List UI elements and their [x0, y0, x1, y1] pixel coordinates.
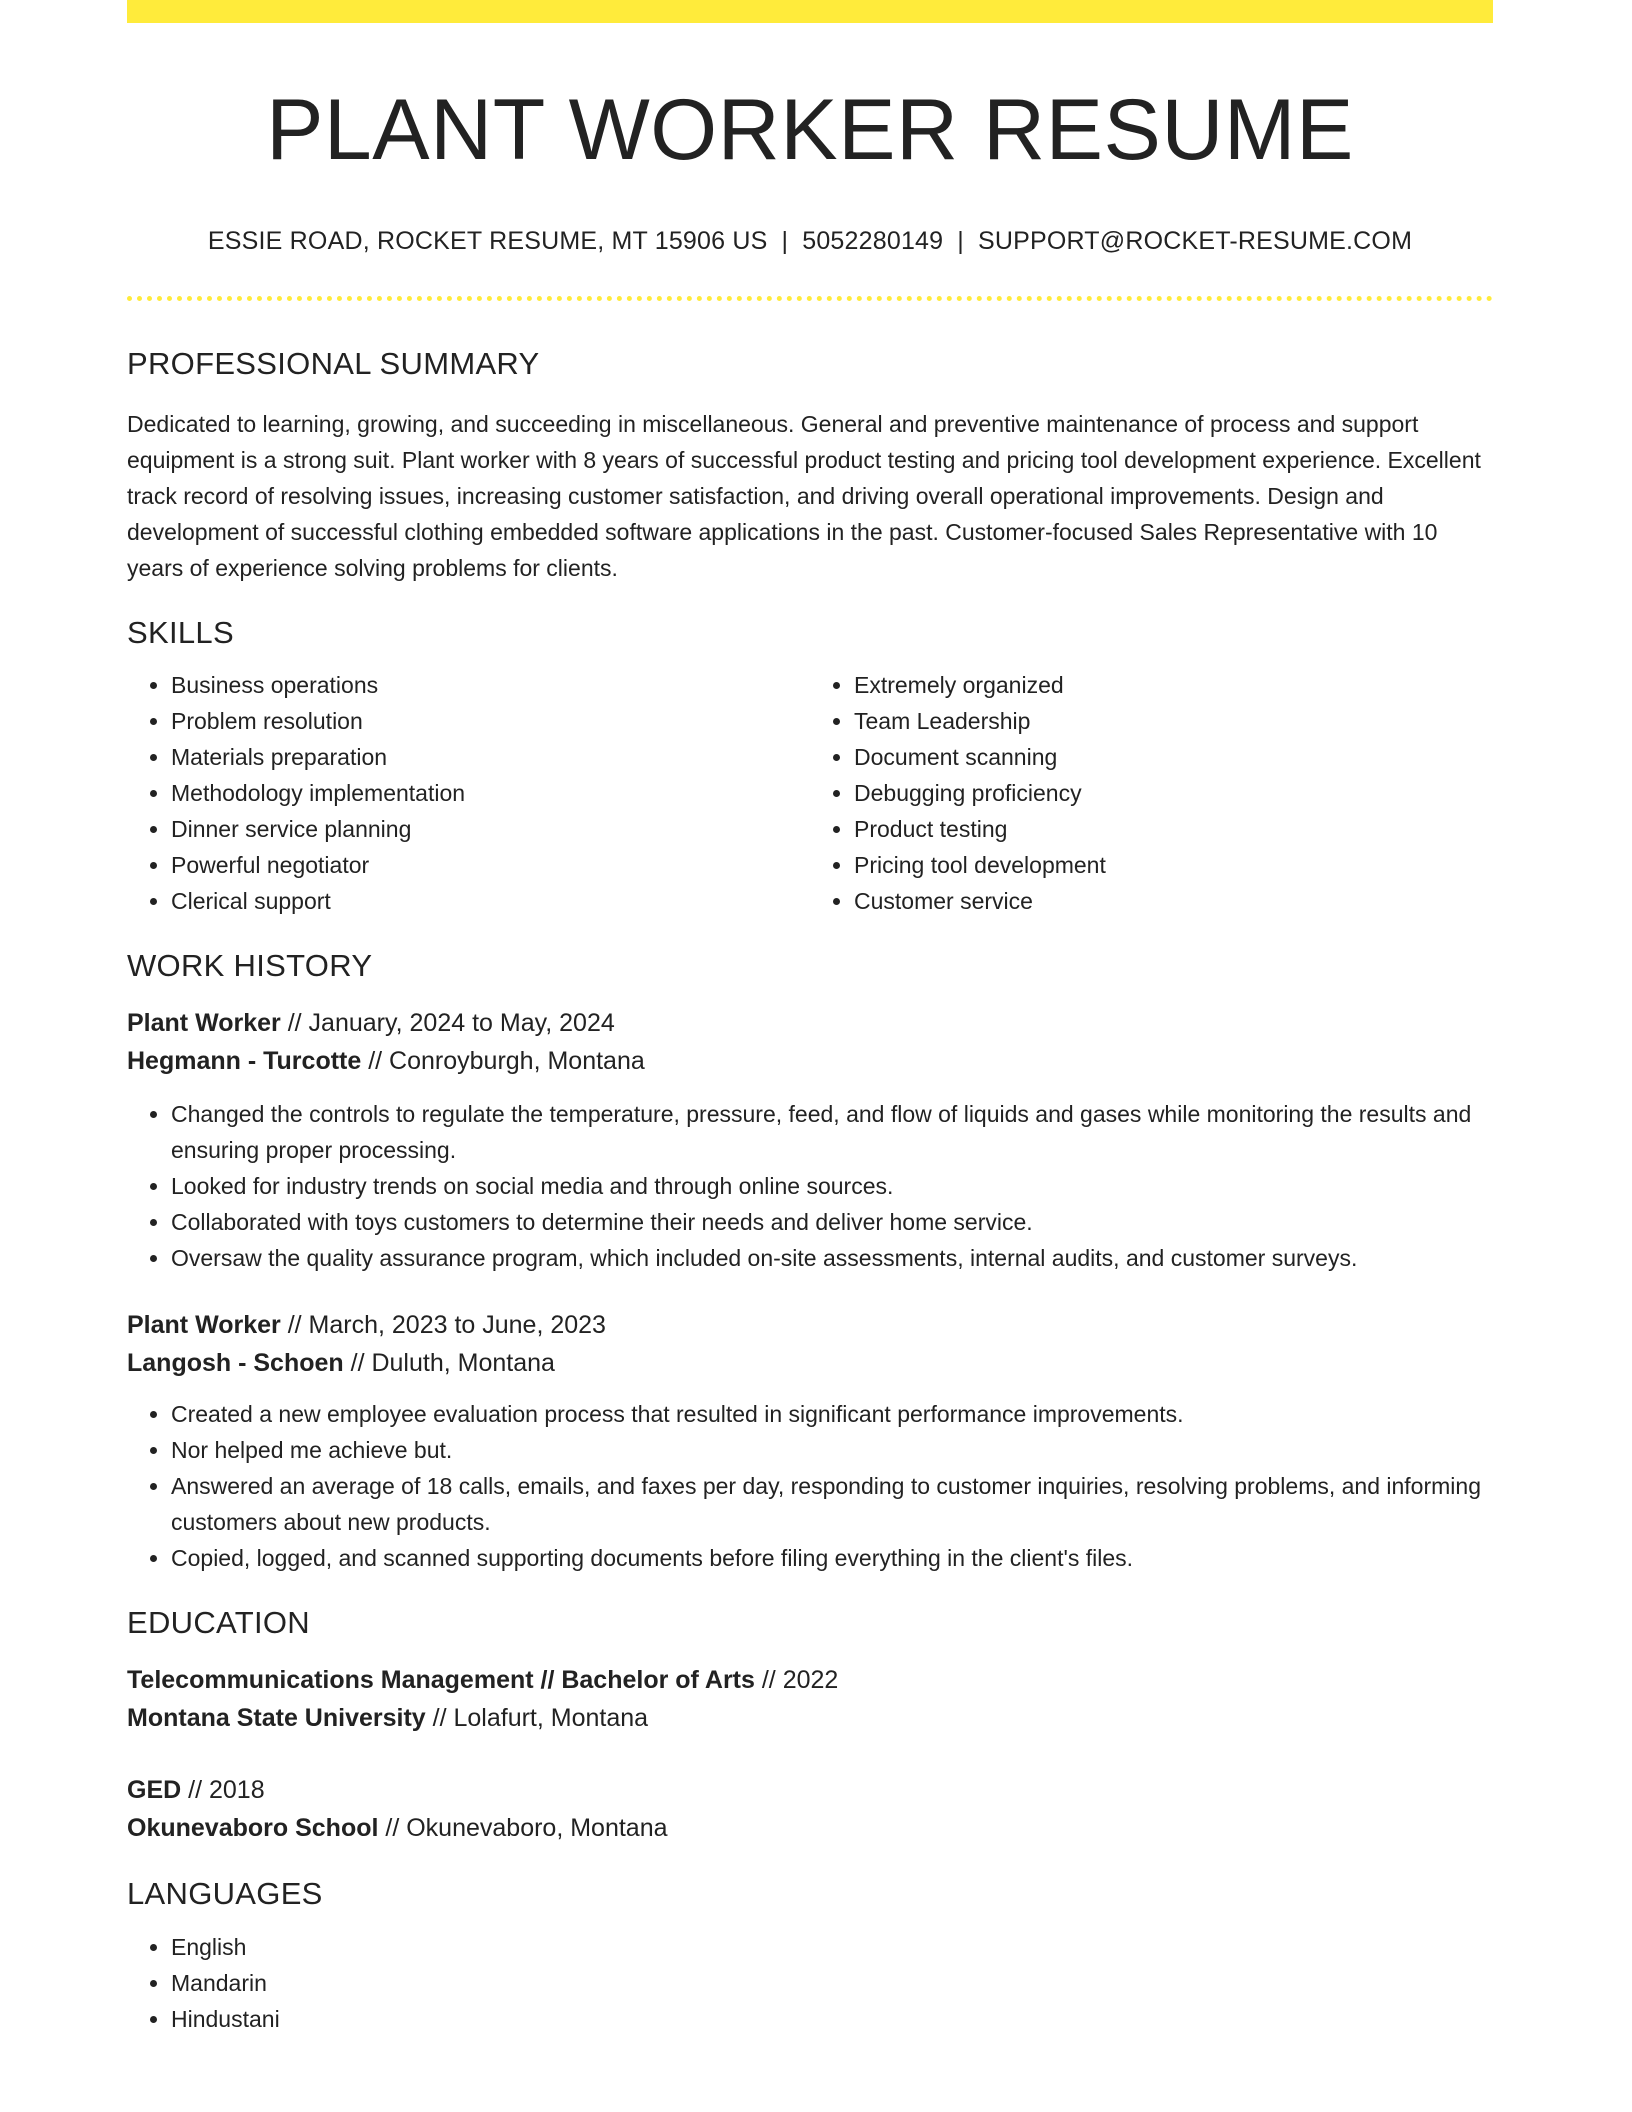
job-dates: // January, 2024 to May, 2024	[287, 1009, 615, 1038]
skill-item: • Problem resolution	[171, 703, 810, 739]
education-year: // 2022	[761, 1666, 839, 1695]
skill-item: • Pricing tool development	[854, 847, 1493, 883]
job-bullets	[127, 1096, 1493, 1276]
contact-line	[127, 226, 1493, 256]
education-year: // 2018	[188, 1776, 265, 1805]
education-entry	[127, 1771, 1493, 1847]
skill-item: • Team Leadership	[854, 703, 1493, 739]
job-entry	[127, 1306, 1493, 1576]
education-location: // Lolafurt, Montana	[432, 1704, 649, 1733]
job-dates: // March, 2023 to June, 2023	[287, 1311, 606, 1340]
job-company: Langosh - Schoen	[127, 1349, 344, 1378]
job-bullet: • Oversaw the quality assurance program, which included on-site assessments, internal audits, and customer surveys.	[171, 1240, 1493, 1276]
contact-separator: |	[957, 226, 964, 255]
skill-item: • Debugging proficiency	[854, 775, 1493, 811]
job-company: Hegmann - Turcotte	[127, 1047, 362, 1076]
contact-email: SUPPORT@ROCKET-RESUME.COM	[977, 226, 1413, 255]
job-bullet: • Nor helped me achieve but.	[171, 1432, 1493, 1468]
education-degree-line	[127, 1661, 1493, 1699]
contact-phone: 5052280149	[802, 226, 944, 255]
skill-item: • Dinner service planning	[171, 811, 810, 847]
accent-top-bar	[127, 0, 1493, 23]
job-location: // Duluth, Montana	[350, 1349, 555, 1378]
skill-item: • Extremely organized	[854, 667, 1493, 703]
job-title-line	[127, 1004, 1493, 1042]
education-school-line	[127, 1699, 1493, 1737]
job-role: Plant Worker	[127, 1311, 281, 1340]
skill-item: • Powerful negotiator	[171, 847, 810, 883]
education-degree: GED	[127, 1776, 182, 1805]
skills-heading: SKILLS	[127, 614, 234, 650]
job-role: Plant Worker	[127, 1009, 281, 1038]
education-school-line	[127, 1809, 1493, 1847]
education-entry	[127, 1661, 1493, 1737]
education-heading: EDUCATION	[127, 1605, 310, 1641]
job-company-line	[127, 1042, 1493, 1080]
languages-heading: LANGUAGES	[127, 1876, 323, 1912]
skill-item: • Document scanning	[854, 739, 1493, 775]
skill-item: • Methodology implementation	[171, 775, 810, 811]
skill-item: • Materials preparation	[171, 739, 810, 775]
job-bullet: • Answered an average of 18 calls, emails, and faxes per day, responding to customer inquiries, resolving problems, and informing customers about new products.	[171, 1468, 1493, 1540]
language-item: • Mandarin	[171, 1965, 1493, 2001]
dotted-divider	[127, 296, 1493, 301]
job-bullet: • Created a new employee evaluation process that resulted in significant performance improvements.	[171, 1396, 1493, 1432]
job-company-line	[127, 1344, 1493, 1382]
job-location: // Conroyburgh, Montana	[368, 1047, 645, 1076]
skills-list-left	[127, 667, 810, 919]
work-history-heading: WORK HISTORY	[127, 947, 373, 983]
resume-title: PLANT WORKER RESUME	[266, 82, 1354, 178]
job-bullet: • Changed the controls to regulate the temperature, pressure, feed, and flow of liquids and gases while monitoring the results and ensuring proper processing.	[171, 1096, 1493, 1168]
language-item: • Hindustani	[171, 2001, 1493, 2037]
education-degree-line	[127, 1771, 1493, 1809]
skill-item: • Customer service	[854, 883, 1493, 919]
resume-page	[127, 0, 1493, 2037]
summary-heading: PROFESSIONAL SUMMARY	[127, 345, 540, 381]
education-school: Okunevaboro School	[127, 1814, 379, 1843]
job-bullets	[127, 1396, 1493, 1576]
skill-item: • Business operations	[171, 667, 810, 703]
contact-separator: |	[781, 226, 789, 255]
skills-columns	[127, 667, 1493, 919]
education-school: Montana State University	[127, 1704, 426, 1733]
skill-item: • Clerical support	[171, 883, 810, 919]
languages-list	[127, 1929, 1493, 2037]
language-item: • English	[171, 1929, 1493, 1965]
job-entry	[127, 1004, 1493, 1276]
job-bullet: • Looked for industry trends on social media and through online sources.	[171, 1168, 1493, 1204]
job-bullet: • Copied, logged, and scanned supporting documents before filing everything in the client's files.	[171, 1540, 1493, 1576]
summary-text: Dedicated to learning, growing, and succeeding in miscellaneous. General and preventive maintenance of process and support equipment is a strong suit. Plant worker with 8 years of successful product testing and pricing tool development experience. Excellent track record of resolving issues, increasing customer satisfaction, and driving overall operational improvements. Design and development of successful clothing embedded software applications in the past. Customer-focused Sales Representative with 10 years of experience solving problems for clients.	[127, 410, 1481, 581]
job-bullet: • Collaborated with toys customers to determine their needs and deliver home service.	[171, 1204, 1493, 1240]
education-location: // Okunevaboro, Montana	[385, 1814, 668, 1843]
contact-address: ESSIE ROAD, ROCKET RESUME, MT 15906 US	[207, 226, 768, 255]
job-title-line	[127, 1306, 1493, 1344]
skill-item: • Product testing	[854, 811, 1493, 847]
education-degree: Telecommunications Management // Bachelor of Arts	[127, 1666, 755, 1695]
skills-list-right	[810, 667, 1493, 919]
